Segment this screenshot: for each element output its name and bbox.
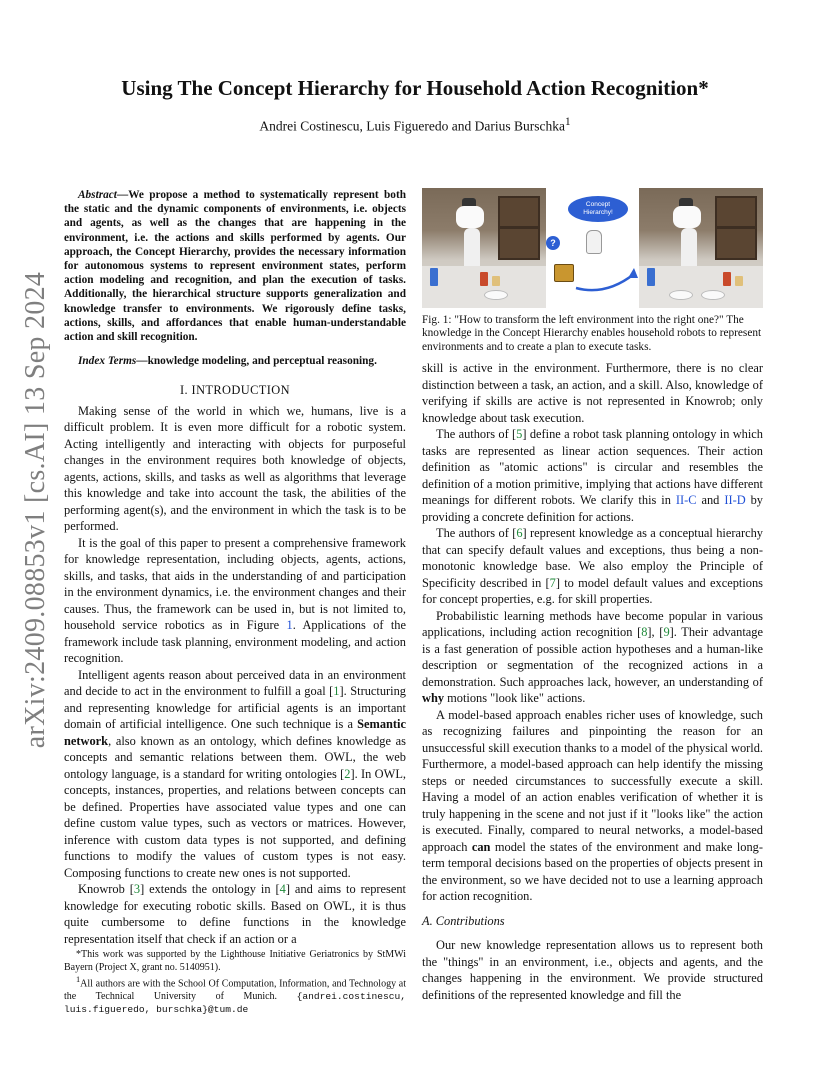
transform-arrow-icon bbox=[546, 188, 639, 308]
milk-carton-icon bbox=[430, 268, 438, 286]
abstract-label: Abstract bbox=[78, 189, 117, 201]
author-footnote-mark: 1 bbox=[564, 116, 571, 128]
footnote-funding: *This work was supported by the Lighthouse Initiative Geriatronics by StMWi Bayern (Project X, grant no. 5140951). bbox=[64, 949, 406, 973]
bowl-icon bbox=[484, 290, 508, 300]
can-term: can bbox=[471, 839, 491, 854]
citation-6-link[interactable]: 6 bbox=[516, 526, 523, 540]
right-paragraph-5 bbox=[422, 707, 763, 905]
intro-paragraph-1: Making sense of the world in which we, humans, live is a difficult problem. It is even more difficult for a robotic system. Acting intelligently and interacting with objects for purposeful changes in the environment requires both knowledge of objects, agents, actions, skills, and tasks as well as algorithms that leverage this knowledge and take into account the task, the abilities of the performing agent(s), and the environment in which the task is to be performed. bbox=[64, 403, 406, 534]
intro-paragraph-3 bbox=[64, 667, 406, 882]
subsection-heading-contributions: A. Contributions bbox=[422, 913, 505, 928]
right-p5-text-b: model the states of the environment and make long-term temporal decisions based on the properties of objects present in the environment, so we have decided not to use a learning approach for action recognition. bbox=[422, 839, 763, 903]
footnote-affiliation bbox=[64, 974, 406, 1016]
citation-3-link[interactable]: 3 bbox=[133, 882, 141, 897]
right-p4-text-b: ], [ bbox=[647, 625, 664, 639]
cereal-box-icon bbox=[480, 272, 488, 286]
right-environment-photo bbox=[639, 188, 763, 308]
shelf-icon bbox=[715, 196, 757, 260]
intro-p4-text-b: ] extends the ontology in [ bbox=[140, 882, 280, 897]
abstract bbox=[64, 188, 406, 344]
plate-icon bbox=[669, 290, 693, 300]
figure-1-image bbox=[422, 188, 763, 308]
intro-p3-text-a: Intelligent agents reason about perceived data in an environment and decide to act in the environment to fulfill a goal [ bbox=[64, 667, 406, 699]
figure-1 bbox=[422, 188, 763, 354]
footnote-1-mark: 1 bbox=[76, 975, 81, 985]
footnotes bbox=[64, 949, 406, 1016]
intro-paragraph-4 bbox=[64, 881, 406, 947]
shelf-icon bbox=[498, 196, 540, 260]
figure-1-link[interactable]: 1 bbox=[286, 618, 293, 633]
question-icon: ? bbox=[546, 236, 560, 250]
bubble-line-1: Concept bbox=[585, 201, 611, 208]
figure-1-caption: Fig. 1: "How to transform the left environment into the right one?" The knowledge in the Concept Hierarchy enables household robots to represent environments and to create a plan to execute tasks. bbox=[422, 314, 762, 353]
citation-2-link[interactable]: 2 bbox=[344, 766, 351, 781]
paper-authors bbox=[60, 116, 770, 135]
left-column bbox=[64, 188, 406, 1016]
right-paragraph-2 bbox=[422, 426, 763, 525]
intro-paragraph-2 bbox=[64, 535, 406, 667]
right-p2-text-a: The authors of [ bbox=[436, 427, 517, 441]
intro-p3-text-c: , also known as an ontology, which defines knowledge as concepts and semantic relations between them. OWL, the web ontology language, is a standard for writing ontologies [ bbox=[64, 733, 406, 781]
bubble-line-2: Hierarchy! bbox=[583, 209, 613, 216]
intro-p2-text-a: It is the goal of this paper to present a comprehensive framework for knowledge representation, including objects, agents, actions, skills, and tasks, that aids in the understanding of and participation in the environment dynamics, i.e. the environment changes and their causes. Thus, the framework can be used in, but is not limited to, household service robotics as in Figure bbox=[64, 535, 406, 633]
footnote-1-text: All authors are with the School Of Computation, Information, and Technology at the Technical University of Munich. bbox=[64, 978, 406, 1003]
right-paragraph-6: Our new knowledge representation allows us to represent both the "things" in an environment, i.e., objects and agents, and the changes happening in the environment. We provide structured definitions of the represented knowledge and fill the bbox=[422, 938, 763, 1002]
intro-p3-text-d: ]. In OWL, concepts, instances, properties, and relations between concepts can be defined. Properties have associated value types and one can define custom value types, such as vectors or matrices. However, inference with custom data types is not supported, and defining functions to modify the values of custom types is not easy. Composing functions to create new ones is not supported. bbox=[64, 766, 406, 880]
paper-title: Using The Concept Hierarchy for Household Action Recognition* bbox=[121, 76, 709, 100]
section-II-D-link[interactable]: II-D bbox=[724, 493, 746, 507]
cereal-box-icon bbox=[723, 272, 731, 286]
right-p4-text-a: Probabilistic learning methods have become popular in various applications, including action recognition [ bbox=[422, 608, 763, 639]
intro-p3-text-b: ]. Structuring and representing knowledge for artificial agents is an important domain of artificial intelligence. One such technique is a bbox=[64, 684, 407, 732]
right-p4-text-d: motions "look like" actions. bbox=[444, 691, 586, 705]
right-p3-text-b: ] represent knowledge as a conceptual hierarchy that can specify default values and exceptions, thus being a non-monotonic knowledge base. We also employ the Principle of Specificity described in [ bbox=[422, 526, 764, 590]
why-term: why bbox=[422, 691, 445, 705]
right-p2-text-c: and bbox=[696, 493, 725, 507]
jar-icon bbox=[735, 276, 743, 286]
milk-carton-icon bbox=[647, 268, 655, 286]
intro-p4-text-c: ] and aims to represent knowledge for executing robotic skills. Based on OWL, it is thus quite cumbersome to define functions in the knowledge representation itself that check if an action or a bbox=[64, 882, 406, 946]
section-heading-introduction: I. INTRODUCTION bbox=[180, 383, 290, 398]
figure-middle-illustration bbox=[546, 188, 639, 308]
arxiv-identifier-stamp bbox=[6, 250, 66, 770]
bowl-icon bbox=[701, 290, 725, 300]
arxiv-identifier-text: arXiv:2409.08853v1 [cs.AI] 13 Sep 2024 bbox=[20, 271, 52, 749]
right-p5-text-a: A model-based approach enables richer uses of knowledge, such as recognizing failures and pinpointing the reason for an unsuccessful skill execution thanks to a model of the physical world. Furthermore, a model-based approach can help identify the missing steps or needed circumstances to successfully execute a skill. Having a model of an action enables verification of whether it is truly happening in the scene and not just if it "looks like" the action is executed. Finally, compared to neural networks, a model-based approach bbox=[422, 707, 764, 854]
right-column bbox=[422, 360, 763, 1003]
citation-4-link[interactable]: 4 bbox=[279, 882, 286, 897]
semantic-network-term: Semantic network bbox=[64, 717, 406, 748]
right-paragraph-1: skill is active in the environment. Furthermore, there is no clear distinction between a task, an action, and a skill. Also, knowledge of verifying if skills are active is not represented in Knowrob; only knowledge about task execution. bbox=[422, 361, 763, 425]
right-paragraph-4 bbox=[422, 608, 763, 707]
citation-9-link[interactable]: 9 bbox=[663, 625, 670, 639]
footnote-emails-b: luis.figueredo, burschka}@tum.de bbox=[64, 1003, 249, 1015]
right-p4-text-c: ]. Their advantage is a fast generation of possible action hypotheses and a human-like description or segmentation of the recognized actions in a demonstration. Such approaches lack, however, an understanding of bbox=[422, 625, 764, 689]
index-terms-label: Index Terms bbox=[78, 355, 137, 368]
jar-icon bbox=[492, 276, 500, 286]
right-p2-text-d: by providing a concrete definition for actions. bbox=[422, 493, 763, 524]
intro-p4-text-a: Knowrob [ bbox=[78, 882, 134, 897]
index-terms-text: —knowledge modeling, and perceptual reasoning. bbox=[136, 355, 377, 368]
abstract-text: —We propose a method to systematically represent both the static and the dynamic components of environments, i.e. objects and agents, as well as the changes that are happening in the environment, i.e. the actions and skills performed by agents. Our approach, the Concept Hierarchy, provides the necessary information for autonomous systems to represent environment states, perform action modeling and recognition, and plan the execution of tasks. Additionally, the hierarchical structure supports generalization and knowledge transfer to environments. We rigorously define tasks, actions, skills, and affordances that enable human-understandable action and skill recognition. bbox=[64, 189, 406, 344]
citation-7-link[interactable]: 7 bbox=[549, 575, 556, 590]
right-p3-text-a: The authors of [ bbox=[436, 526, 517, 540]
intro-p2-text-b: . Applications of the framework include task planning, environment modeling, and action recognition. bbox=[64, 618, 406, 666]
citation-5-link[interactable]: 5 bbox=[516, 427, 523, 441]
table-surface bbox=[639, 266, 763, 308]
right-p2-text-b: ] define a robot task planning ontology in which tasks are represented as linear action sequences. Their action definition as "atomic actions" is circular and resembles the definition of a motion primitive, implying that actions have different meanings for different robots. We clarify this in bbox=[422, 427, 763, 507]
author-names: Andrei Costinescu, Luis Figueredo and Darius Burschka bbox=[259, 118, 565, 134]
citation-8-link[interactable]: 8 bbox=[641, 625, 648, 639]
citation-1-link[interactable]: 1 bbox=[333, 684, 340, 699]
right-p3-text-c: ] to model default values and exceptions for concept properties, e.g. for skill properties. bbox=[422, 575, 763, 606]
left-environment-photo bbox=[422, 188, 546, 308]
footnote-emails-a: {andrei.costinescu, bbox=[296, 991, 406, 1003]
index-terms bbox=[64, 354, 406, 368]
section-II-C-link[interactable]: II-C bbox=[675, 493, 697, 507]
right-paragraph-3 bbox=[422, 525, 763, 608]
